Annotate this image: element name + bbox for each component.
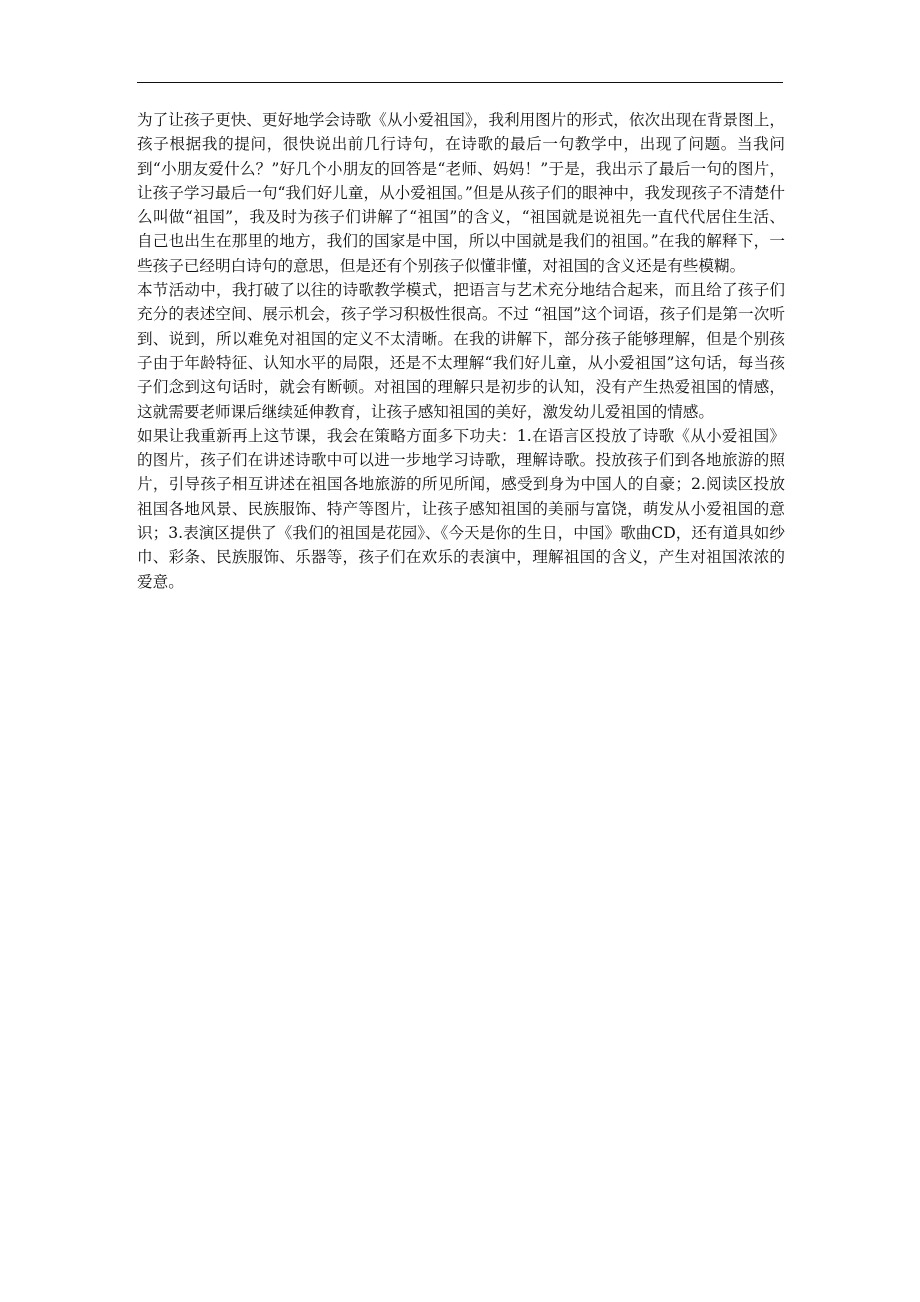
paragraph-2: 本节活动中，我打破了以往的诗歌教学模式，把语言与艺术充分地结合起来，而且给了孩子们充分的表述空间、展示机会，孩子学习积极性很高。不过 “祖国”这个词语，孩子们是第一次听到、说到，所以难免对祖国的定义不太清晰。在我的讲解下，部分孩子能够理解，但是个别孩子由于年龄特征、认知水平的局限，还是不太理解“我们好儿童，从小爱祖国”这句话，每当孩子们念到这句话时，就会有断顿。对祖国的理解只是初步的认知，没有产生热爱祖国的情感，这就需要老师课后继续延伸教育，让孩子感知祖国的美好，激发幼儿爱祖国的情感。 — [137, 281, 785, 421]
header-rule — [137, 82, 783, 83]
paragraph-1: 为了让孩子更快、更好地学会诗歌《从小爱祖国》，我利用图片的形式，依次出现在背景图上，孩子根据我的提问，很快说出前几行诗句，在诗歌的最后一句教学中，出现了问题。当我问到“小朋友爱什么？”好几个小朋友的回答是“老师、妈妈！”于是，我出示了最后一句的图片，让孩子学习最后一句“我们好儿童，从小爱祖国。”但是从孩子们的眼神中，我发现孩子不清楚什么叫做“祖国”，我及时为孩子们讲解了“祖国”的含义，“祖国就是说祖先一直代代居住生活、自己也出生在那里的地方，我们的国家是中国，所以中国就是我们的祖国。”在我的解释下，一些孩子已经明白诗句的意思，但是还有个别孩子似懂非懂，对祖国的含义还是有些模糊。 — [137, 111, 785, 275]
paragraph-3: 如果让我重新再上这节课，我会在策略方面多下功夫：1.在语言区投放了诗歌《从小爱祖国》的图片，孩子们在讲述诗歌中可以进一步地学习诗歌，理解诗歌。投放孩子们到各地旅游的照片，引导孩子相互讲述在祖国各地旅游的所见所闻，感受到身为中国人的自豪；2.阅读区投放祖国各地风景、民族服饰、特产等图片，让孩子感知祖国的美丽与富饶，萌发从小爱祖国的意识；3.表演区提供了《我们的祖国是花园》、《今天是你的生日，中国》歌曲CD，还有道具如纱巾、彩条、民族服饰、乐器等，孩子们在欢乐的表演中，理解祖国的含义，产生对祖国浓浓的爱意。 — [137, 426, 785, 591]
document-body — [137, 108, 785, 594]
